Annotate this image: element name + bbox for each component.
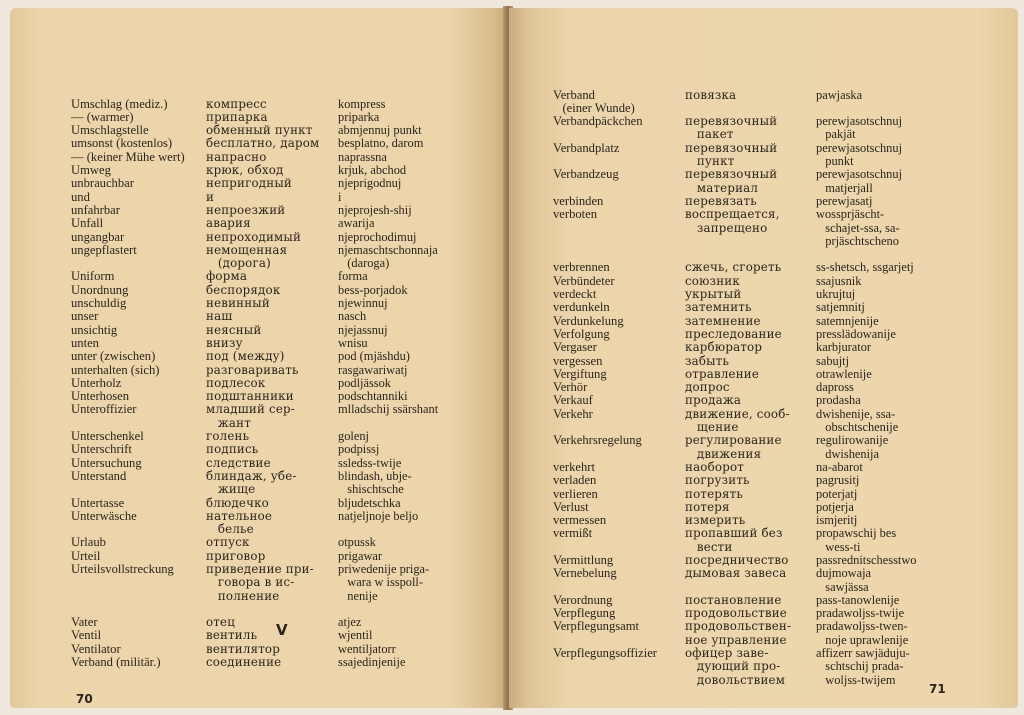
russian-translations: компресс припарка обменный пункт бесплатно, даром напрасно крюк, обход непригодный и непроезжий авария непроходимый немощенная (дорога) форма беспорядок невинный наш неясный внизу под (между) разговаривать подлесок подштанники младший сер- жант голень подпись следствие блиндаж, убе- жище блюдечко нательное белье отпуск приговор приведение при- говора в ис- полнение отец вентиль вентилятор соединение xyxy=(206,96,320,670)
section-letter: V xyxy=(276,621,288,639)
german-terms: Umschlag (mediz.) — (warmer) Umschlagstelle umsonst (kostenlos) — (keiner Mühe wert) Umweg unbrauchbar und unfahrbar Unfall ungangbar ungepflastert Uniform Unordnung unschuldig unser unsichtig unten unter (zwischen) unterhalten (sich) Unterholz Unterhosen Unteroffizier Unterschenkel Unterschrift Untersuchung Unterstand Untertasse Unterwäsche Urlaub Urteil Urteilsvollstreckung Vater Ventil Ventilator Verband (militär.) xyxy=(71,96,185,670)
left-page xyxy=(10,8,507,708)
right-page xyxy=(509,8,1018,708)
german-terms: Verband (einer Wunde) Verbandpäckchen Verbandplatz Verbandzeug verbinden verboten verbrennen Verbündeter verdeckt verdunkeln Verdunkelung Verfolgung Vergaser vergessen Vergiftung Verhör Verkauf Verkehr Verkehrsregelung verkehrt verladen verlieren Verlust vermessen vermißt Vermittlung Vernebelung Verordnung Verpflegung Verpflegungsamt Verpflegungsoffizier xyxy=(553,87,657,661)
right-german-column xyxy=(553,62,657,687)
transliterations: pawjaska perewjasotschnuj pakjät perewjasotschnuj punkt perewjasotschnuj matjerjall perewjasatj wossprjäscht- schajet-ssa, sa- prjäschtscheno ss-shetsch, ssgarjetj ssajusnik ukrujtuj satjemnitj satemnjenije presslädowanije karbjurator sabujtj otrawlenije dapross prodasha dwishenije, ssa- obschtschenije regulirowanije dwishenija na-abarot pagrusitj poterjatj potjerja ismjeritj propawschij bes wess-ti passrednitschesstwo dujmowaja sawjässa pass-tanowlenije pradawoljss-twije pradawoljss-twen- noje uprawlenije affizerr sawjäduju- schtschij prada- woljss-twijem xyxy=(816,87,917,687)
russian-translations: повязка перевязочный пакет перевязочный пункт перевязочный материал перевязать воспрещается, запрещено сжечь, сгореть союзник укрытый затемнить затемнение преследование карбюратор забыть отравление допрос продажа движение, сооб- щение регулирование движения наоборот погрузить потерять потеря измерить пропавший без вести посредничество дымовая завеса постановление продовольствие продовольствен- ное управление офицер заве- дующий про- довольствием xyxy=(685,87,792,687)
page-number-left: 70 xyxy=(76,692,93,706)
right-russian-column xyxy=(685,62,791,708)
right-transliteration-column xyxy=(816,62,917,708)
transliterations: kompress priparka abmjennuj punkt besplatno, darom naprassna krjuk, abchod njeprigodnuj i njeprojesh-shij awarija njeprochodimuj njemaschtschonnaja (daroga) forma bess-porjadok njewinnuj nasch njejassnuj wnisu pod (mjäshdu) rasgawariwatj podljässok podschtanniki mlladschij ssärshant golenj podpissj ssledss-twije blindash, ubje- shischtsche bljudetschka natjeljnoje beljo otpussk prigawar priwedenije priga- wara w isspoll- nenije atjez wjentil wentiljatorr ssajedinjenije xyxy=(338,96,439,670)
left-russian-column xyxy=(206,71,319,696)
left-german-column xyxy=(71,71,185,696)
left-transliteration-column xyxy=(338,71,438,696)
page-number-right: 71 xyxy=(929,682,946,696)
